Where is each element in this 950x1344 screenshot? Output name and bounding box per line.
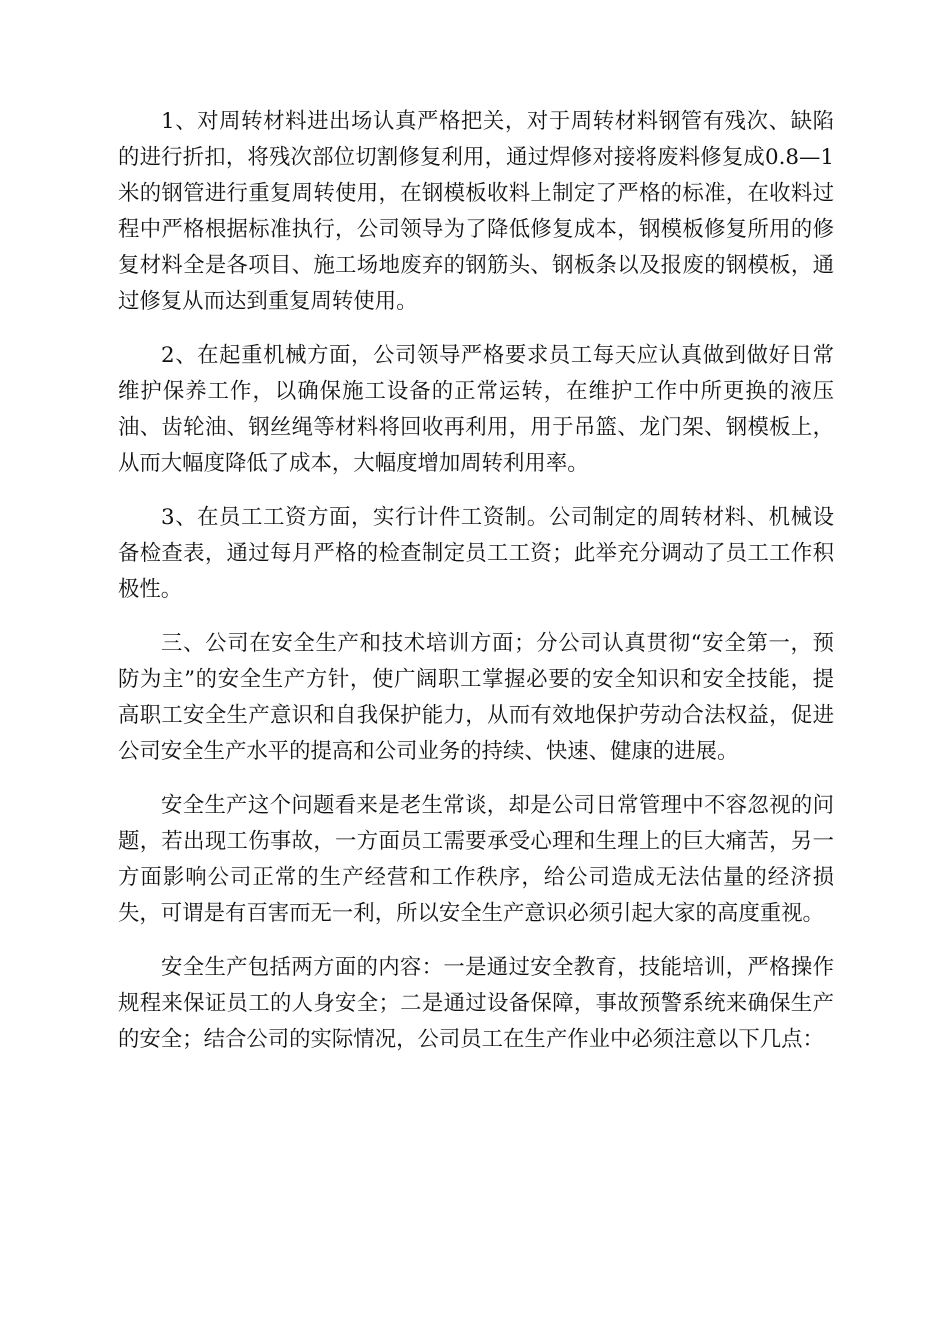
paragraph-safety-content: 安全生产包括两方面的内容：一是通过安全教育，技能培训，严格操作规程来保证员工的人身安全；二是通过设备保障，事故预警系统来确保生产的安全；结合公司的实际情况，公司员工在生产作业中必须注意以下几点： (118, 955, 834, 1052)
paragraph-piecework-wages: 3、在员工工资方面，实行计件工资制。公司制定的周转材料、机械设备检查表，通过每月严格的检查制定员工工资；此举充分调动了员工工作积极性。 (118, 505, 834, 602)
paragraph-safety-training: 三、公司在安全生产和技术培训方面；分公司认真贯彻“安全第一，预防为主”的安全生产方针，使广阔职工掌握必要的安全知识和安全技能，提高职工安全生产意识和自我保护能力，从而有效地保护劳动合法权益，促进公司安全生产水平的提高和公司业务的持续、快速、健康的进展。 (118, 631, 834, 764)
paragraph-safety-importance: 安全生产这个问题看来是老生常谈，却是公司日常管理中不容忽视的问题，若出现工伤事故，一方面员工需要承受心理和生理上的巨大痛苦，另一方面影响公司正常的生产经营和工作秩序，给公司造成无法估量的经济损失，可谓是有百害而无一利，所以安全生产意识必须引起大家的高度重视。 (118, 793, 834, 926)
paragraph-material-turnover: 1、对周转材料进出场认真严格把关，对于周转材料钢管有残次、缺陷的进行折扣，将残次部位切割修复利用，通过焊修对接将废料修复成0.8—1米的钢管进行重复周转使用，在钢模板收料上制定了严格的标准，在收料过程中严格根据标准执行，公司领导为了降低修复成本，钢模板修复所用的修复材料全是各项目、施工场地废弃的钢筋头、钢板条以及报废的钢模板，通过修复从而达到重复周转使用。 (118, 109, 834, 314)
document-body (118, 104, 834, 1076)
paragraph-lifting-machinery: 2、在起重机械方面，公司领导严格要求员工每天应认真做到做好日常维护保养工作，以确保施工设备的正常运转，在维护工作中所更换的液压油、齿轮油、钢丝绳等材料将回收再利用，用于吊篮、龙门架、钢模板上，从而大幅度降低了成本，大幅度增加周转利用率。 (118, 343, 834, 476)
